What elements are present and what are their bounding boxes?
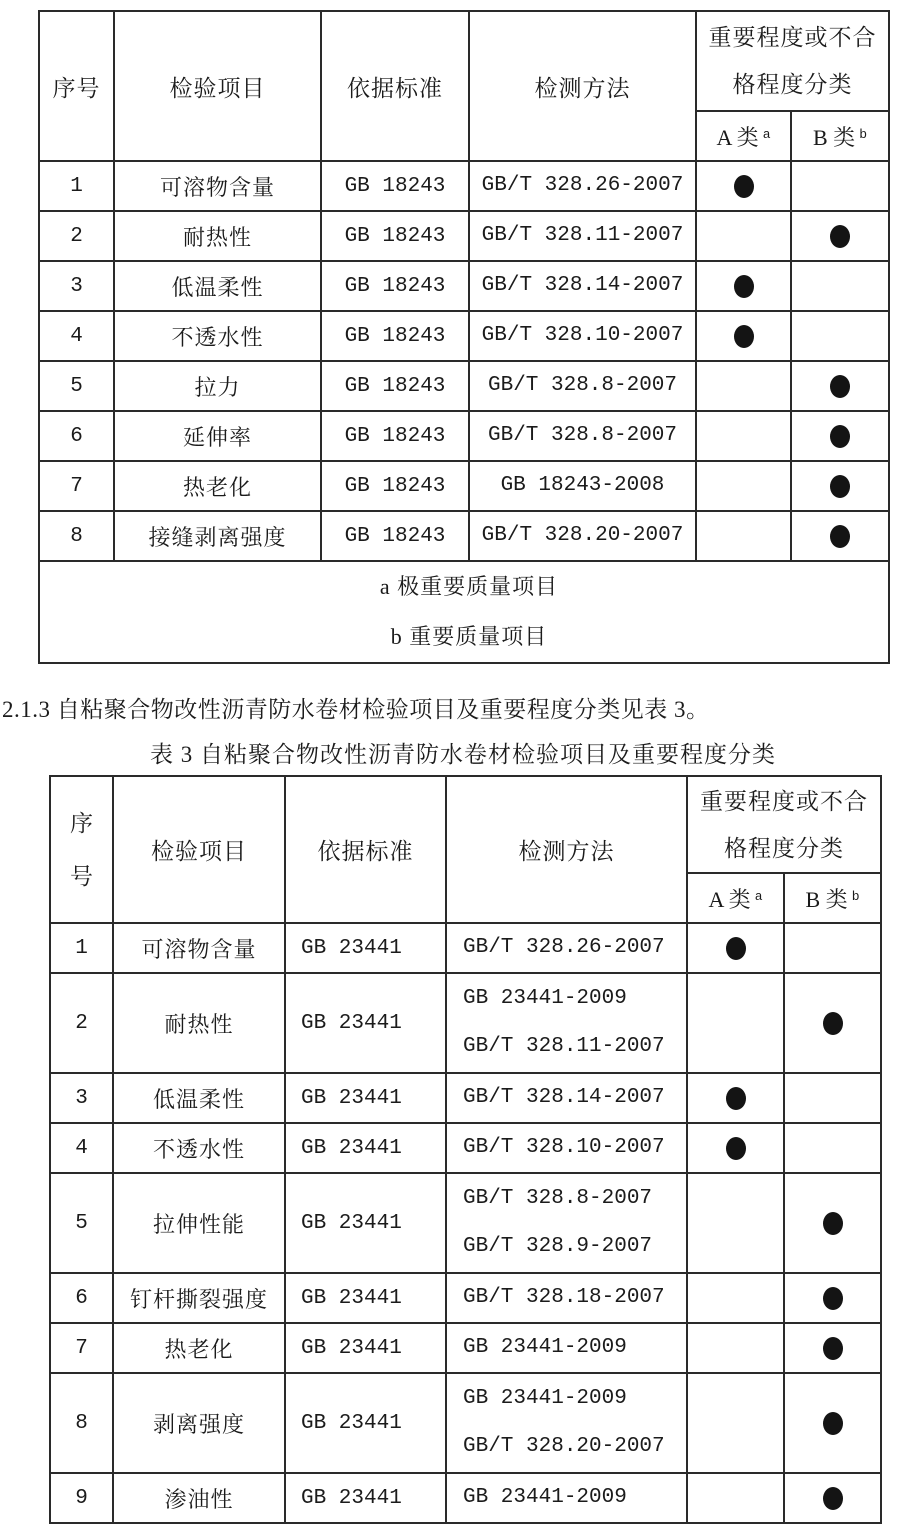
class-b-cell [784,1373,881,1473]
class-b-label: B 类 [813,124,856,150]
row-number: 6 [50,1273,113,1323]
class-b-superscript: b [851,889,860,905]
row-number: 5 [39,361,114,411]
class-b-cell [784,1173,881,1273]
col-header-method [469,11,696,161]
class-b-label: B 类 [805,886,848,912]
row-method [469,261,696,311]
importance-dot [823,1212,843,1235]
class-b-cell [791,261,889,311]
section-paragraph: 2.1.3 自粘聚合物改性沥青防水卷材检验项目及重要程度分类见表 3。 [2,697,710,722]
row-standard: GB 23441 [285,1123,446,1173]
class-b-cell [784,1273,881,1323]
class-a-cell [687,1073,784,1123]
row-item: 钉杆撕裂强度 [113,1273,285,1323]
row-standard: GB 23441 [285,1323,446,1373]
row-standard: GB 18243 [321,361,469,411]
row-number: 7 [50,1323,113,1373]
col-header-class-a [696,111,791,161]
table-row [50,1473,881,1523]
importance-dot [830,475,850,498]
class-b-cell [791,361,889,411]
class-b-cell [784,1473,881,1523]
row-item: 接缝剥离强度 [114,511,321,561]
row-method [446,1473,687,1523]
method-line: GB/T 328.11-2007 [463,1035,665,1058]
row-item: 耐热性 [114,211,321,261]
row-method [446,1373,687,1473]
table-row [39,411,889,461]
class-a-cell [687,923,784,973]
method-line: GB/T 328.26-2007 [463,936,665,959]
class-a-cell [687,1373,784,1473]
class-a-cell [687,973,784,1073]
table-row [39,261,889,311]
method-line: GB/T 328.20-2007 [463,1435,665,1458]
importance-dot [830,375,850,398]
row-method [446,1323,687,1373]
table-row [39,361,889,411]
class-a-cell [696,161,791,211]
col-header-class-group [696,11,889,111]
method-line: GB/T 328.10-2007 [481,324,684,347]
class-a-cell [687,1323,784,1373]
row-standard: GB 23441 [285,973,446,1073]
row-number: 3 [50,1073,113,1123]
class-a-cell [687,1123,784,1173]
row-item: 低温柔性 [114,261,321,311]
table-row [39,211,889,261]
row-standard: GB 23441 [285,1173,446,1273]
class-a-cell [696,411,791,461]
row-method [446,1123,687,1173]
table-row [39,461,889,511]
importance-dot [823,1012,843,1035]
row-standard: GB 18243 [321,511,469,561]
row-item: 可溶物含量 [114,161,321,211]
class-a-cell [696,361,791,411]
col-header-no [39,11,114,161]
row-number: 1 [50,923,113,973]
row-item: 热老化 [113,1323,285,1373]
upper-inspection-table [38,10,890,664]
row-standard: GB 23441 [285,1373,446,1473]
row-item: 拉力 [114,361,321,411]
class-b-cell [791,461,889,511]
class-a-superscript: a [762,127,771,143]
importance-dot [726,937,746,960]
row-number: 8 [39,511,114,561]
class-a-cell [696,511,791,561]
class-b-superscript: b [859,127,867,143]
col-header-item-label: 检验项目 [169,75,266,101]
importance-dot [823,1287,843,1310]
row-standard: GB 18243 [321,311,469,361]
class-group-line1: 重要程度或不合 [700,788,868,814]
table-row [50,973,881,1073]
row-standard: GB 18243 [321,211,469,261]
table-row [50,1173,881,1273]
method-line: GB 23441-2009 [463,1336,627,1359]
table3-caption: 表 3 自粘聚合物改性沥青防水卷材检验项目及重要程度分类 [150,742,776,767]
row-method [469,411,696,461]
class-a-label: A 类 [716,124,759,150]
col-header-method-label: 检测方法 [518,839,615,864]
row-number: 7 [39,461,114,511]
row-item: 不透水性 [114,311,321,361]
row-item: 热老化 [114,461,321,511]
table3-inspection-table [49,775,882,1524]
table-row [50,1073,881,1123]
row-item: 不透水性 [113,1123,285,1173]
importance-dot [823,1487,843,1510]
row-number: 2 [50,973,113,1073]
table-row [50,1273,881,1323]
col-header-class-a [687,873,784,923]
row-number: 8 [50,1373,113,1473]
row-number: 1 [39,161,114,211]
row-number: 4 [39,311,114,361]
table-row [39,311,889,361]
row-item: 拉伸性能 [113,1173,285,1273]
row-method [446,923,687,973]
class-a-cell [696,311,791,361]
class-b-cell [784,1323,881,1373]
col-header-standard-label: 依据标准 [347,75,443,101]
col-header-no [50,776,113,923]
row-method [469,211,696,261]
class-b-cell [791,211,889,261]
footnote-a: a 极重要质量项目 [379,574,559,599]
class-a-cell [687,1173,784,1273]
table-row [50,1373,881,1473]
col-header-standard [285,776,446,923]
class-b-cell [784,923,881,973]
class-b-cell [784,1123,881,1173]
row-method [446,1073,687,1123]
importance-dot [726,1137,746,1160]
col-header-standard [321,11,469,161]
col-header-no-label: 序号 [52,75,101,101]
col-header-class-b [791,111,889,161]
row-item: 可溶物含量 [113,923,285,973]
row-item: 延伸率 [114,411,321,461]
method-line: GB/T 328.10-2007 [463,1136,665,1159]
class-b-cell [791,511,889,561]
class-b-cell [791,311,889,361]
method-line: GB/T 328.8-2007 [487,424,678,447]
row-method [469,311,696,361]
col-header-item [114,11,321,161]
importance-dot [830,525,850,548]
col-header-item-label: 检验项目 [151,839,247,864]
class-a-label: A 类 [708,886,751,912]
row-item: 耐热性 [113,973,285,1073]
method-line: GB 23441-2009 [463,987,627,1010]
row-method [469,461,696,511]
row-standard: GB 23441 [285,1073,446,1123]
row-number: 2 [39,211,114,261]
row-standard: GB 23441 [285,923,446,973]
table-row [39,511,889,561]
importance-dot [823,1337,843,1360]
class-b-cell [784,1073,881,1123]
footnote-b: b 重要质量项目 [390,624,548,649]
method-line: GB/T 328.11-2007 [481,224,684,247]
col-header-class-b [784,873,881,923]
class-group-line1: 重要程度或不合 [708,25,877,50]
class-group-line2: 格程度分类 [724,835,844,861]
class-group-line2: 格程度分类 [732,72,853,97]
row-method [446,1173,687,1273]
row-method [469,161,696,211]
col-header-no-label: 序 号 [70,810,93,889]
row-standard: GB 18243 [321,161,469,211]
class-a-cell [696,211,791,261]
method-line: GB/T 328.9-2007 [463,1235,653,1258]
col-header-method-label: 检测方法 [534,75,631,101]
method-line: GB/T 328.8-2007 [487,374,678,397]
class-b-cell [791,411,889,461]
row-method [446,973,687,1073]
table-footnotes [39,561,889,663]
method-line: GB/T 328.26-2007 [481,174,684,197]
table-row [50,1323,881,1373]
row-standard: GB 18243 [321,411,469,461]
class-a-superscript: a [754,889,763,905]
row-item: 剥离强度 [113,1373,285,1473]
table-row [50,1123,881,1173]
class-a-cell [696,261,791,311]
importance-dot [830,225,850,248]
row-number: 9 [50,1473,113,1523]
col-header-method [446,776,687,923]
row-number: 6 [39,411,114,461]
table-row [39,161,889,211]
row-method [469,361,696,411]
row-method [469,511,696,561]
importance-dot [734,325,754,348]
importance-dot [830,425,850,448]
class-a-cell [687,1273,784,1323]
row-standard: GB 18243 [321,461,469,511]
method-line: GB/T 328.20-2007 [481,524,684,547]
row-number: 4 [50,1123,113,1173]
importance-dot [734,175,754,198]
importance-dot [734,275,754,298]
class-a-cell [696,461,791,511]
method-line: GB 23441-2009 [463,1387,627,1410]
row-number: 3 [39,261,114,311]
row-method [446,1273,687,1323]
row-standard: GB 23441 [285,1273,446,1323]
col-header-item [113,776,285,923]
col-header-standard-label: 依据标准 [317,839,414,864]
method-line: GB/T 328.14-2007 [463,1086,665,1109]
row-item: 渗油性 [113,1473,285,1523]
table-row [50,923,881,973]
class-a-cell [687,1473,784,1523]
col-header-class-group [687,776,881,873]
class-b-cell [784,973,881,1073]
importance-dot [823,1412,843,1435]
row-number: 5 [50,1173,113,1273]
class-b-cell [791,161,889,211]
row-standard: GB 18243 [321,261,469,311]
method-line: GB 18243-2008 [500,474,665,497]
method-line: GB 23441-2009 [463,1486,627,1509]
importance-dot [726,1087,746,1110]
method-line: GB/T 328.14-2007 [481,274,684,297]
method-line: GB/T 328.8-2007 [463,1187,653,1210]
row-standard: GB 23441 [285,1473,446,1523]
method-line: GB/T 328.18-2007 [463,1286,665,1309]
row-item: 低温柔性 [113,1073,285,1123]
